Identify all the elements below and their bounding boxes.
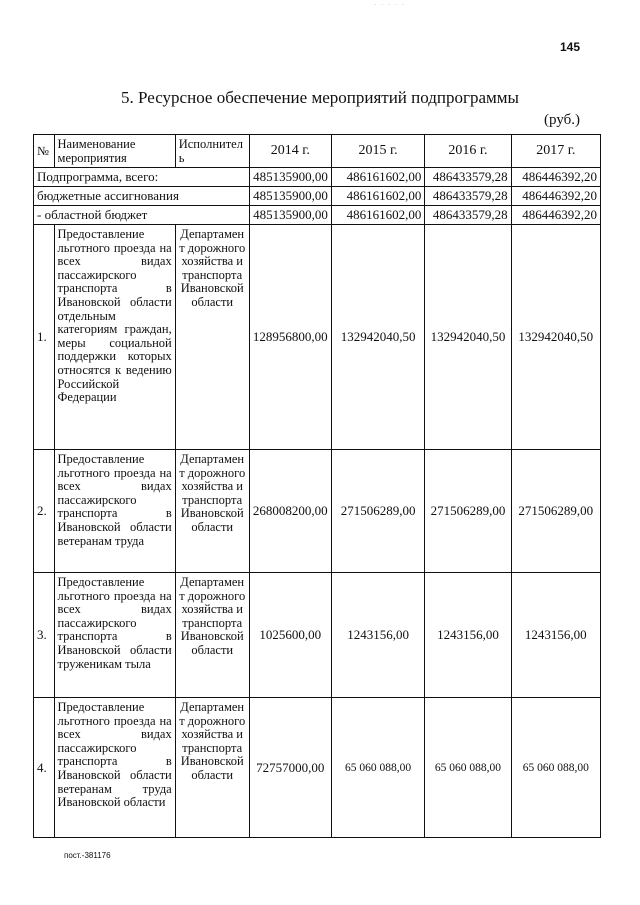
year-value: 1243156,00 <box>425 573 511 698</box>
year-value: 132942040,50 <box>511 225 600 450</box>
column-header-year: 2015 г. <box>331 135 424 168</box>
table-row <box>34 573 601 698</box>
section-title: 5. Ресурсное обеспечение мероприятий подпрограммы <box>121 88 519 107</box>
column-header-executor: Исполнитель <box>175 135 249 168</box>
summary-value: 486161602,00 <box>331 206 424 225</box>
summary-value: 486446392,20 <box>511 206 600 225</box>
table-row <box>34 698 601 838</box>
executor: Департамент дорожного хозяйства и транспорта Ивановской области <box>175 450 249 573</box>
summary-row <box>34 168 601 187</box>
budget-table <box>33 134 601 838</box>
activity-name: Предоставление льготного проезда на всех видах пассажирского транспорта в Ивановской области ветеранам труда <box>54 450 175 573</box>
year-value: 271506289,00 <box>331 450 424 573</box>
summary-value: 485135900,00 <box>249 187 331 206</box>
summary-value: 486446392,20 <box>511 168 600 187</box>
row-number: 3. <box>34 573 55 698</box>
row-number: 4. <box>34 698 55 838</box>
year-value: 1243156,00 <box>331 573 424 698</box>
summary-value: 486161602,00 <box>331 187 424 206</box>
year-value: 65 060 088,00 <box>331 698 424 838</box>
activity-name: Предоставление льготного проезда на всех видах пассажирского транспорта в Ивановской области труженикам тыла <box>54 573 175 698</box>
row-number: 2. <box>34 450 55 573</box>
year-value: 132942040,50 <box>425 225 511 450</box>
summary-value: 486433579,28 <box>425 187 511 206</box>
bleed-through-text: · · · · · <box>374 0 406 9</box>
summary-value: 486433579,28 <box>425 206 511 225</box>
summary-row <box>34 206 601 225</box>
year-value: 128956800,00 <box>249 225 331 450</box>
year-value: 271506289,00 <box>425 450 511 573</box>
year-value: 268008200,00 <box>249 450 331 573</box>
table-row <box>34 225 601 450</box>
page-number: 145 <box>559 40 580 54</box>
column-header-name: Наименование мероприятия <box>54 135 175 168</box>
summary-value: 486161602,00 <box>331 168 424 187</box>
executor: Департамент дорожного хозяйства и транспорта Ивановской области <box>175 573 249 698</box>
year-value: 1025600,00 <box>249 573 331 698</box>
year-value: 271506289,00 <box>511 450 600 573</box>
row-number: 1. <box>34 225 55 450</box>
executor: Департамент дорожного хозяйства и транспорта Ивановской области <box>175 698 249 838</box>
column-header-year: 2014 г. <box>249 135 331 168</box>
year-value: 65 060 088,00 <box>425 698 511 838</box>
year-value: 72757000,00 <box>249 698 331 838</box>
summary-row <box>34 187 601 206</box>
year-value: 132942040,50 <box>331 225 424 450</box>
column-header-year: 2016 г. <box>425 135 511 168</box>
summary-label: - областной бюджет <box>34 206 250 225</box>
summary-value: 486446392,20 <box>511 187 600 206</box>
summary-value: 485135900,00 <box>249 168 331 187</box>
summary-value: 486433579,28 <box>425 168 511 187</box>
year-value: 65 060 088,00 <box>511 698 600 838</box>
column-header-num: № <box>34 135 55 168</box>
summary-label: Подпрограмма, всего: <box>34 168 250 187</box>
activity-name: Предоставление льготного проезда на всех видах пассажирского транспорта в Ивановской области ветеранам труда Ивановской области <box>54 698 175 838</box>
activity-name: Предоставление льготного проезда на всех видах пассажирского транспорта в Ивановской области отдельным категориям граждан, меры социальной поддержки которых относятся к ведению Российской Федерации <box>54 225 175 450</box>
header-row <box>34 135 601 168</box>
currency-unit: (руб.) <box>544 112 580 128</box>
document-code: пост.-381176 <box>64 851 111 860</box>
year-value: 1243156,00 <box>511 573 600 698</box>
table-row <box>34 450 601 573</box>
executor: Департамент дорожного хозяйства и транспорта Ивановской области <box>175 225 249 450</box>
column-header-year: 2017 г. <box>511 135 600 168</box>
summary-value: 485135900,00 <box>249 206 331 225</box>
summary-label: бюджетные ассигнования <box>34 187 250 206</box>
